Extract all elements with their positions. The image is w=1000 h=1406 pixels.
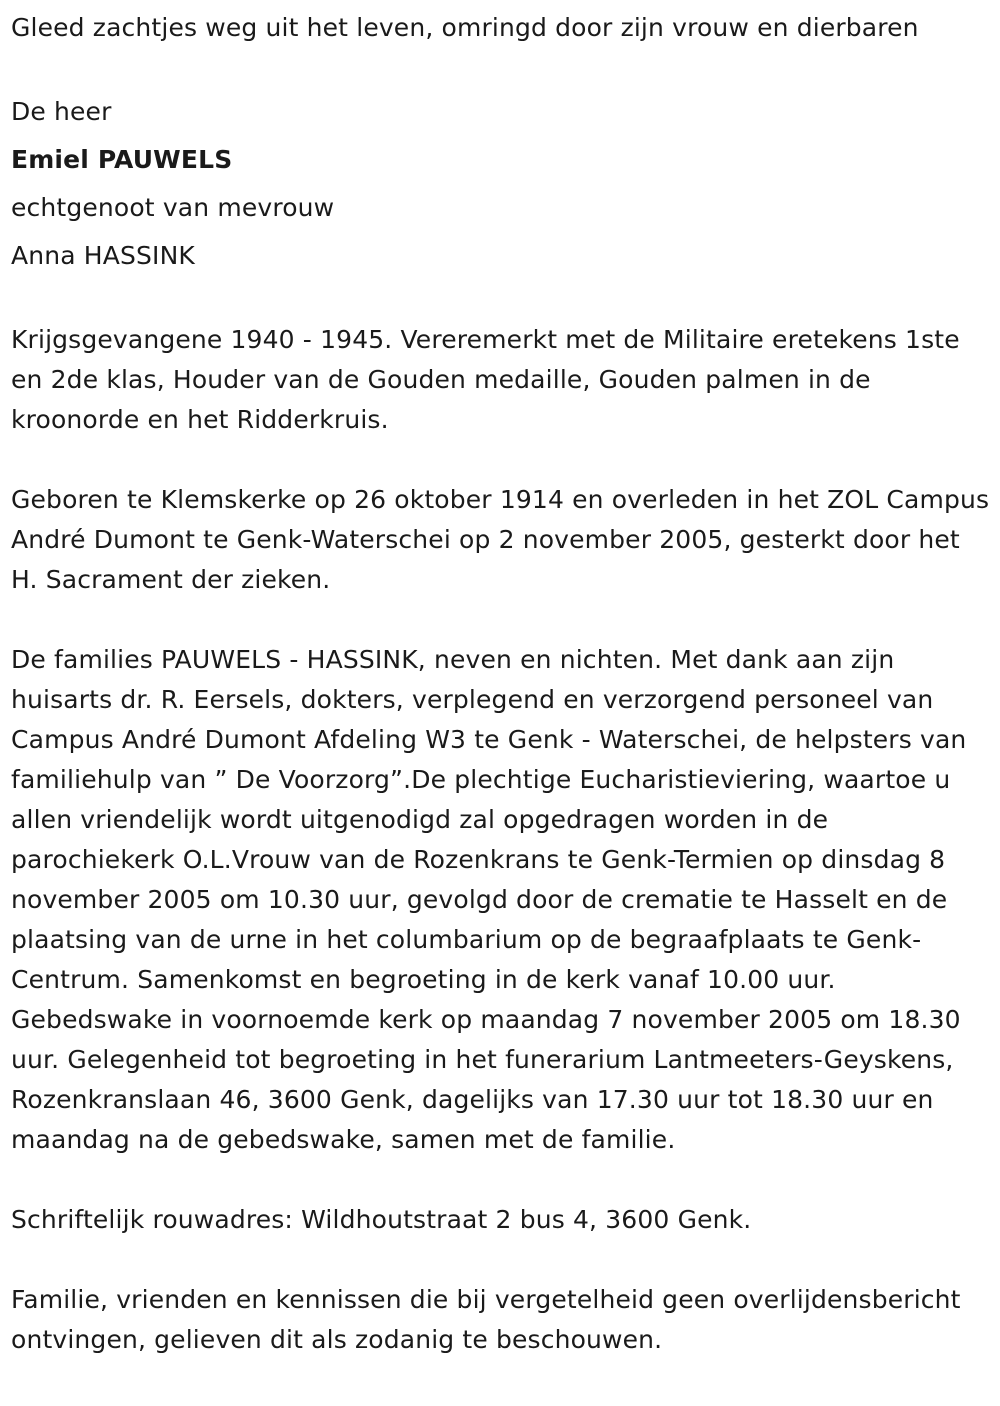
spouse-relation: echtgenoot van mevrouw bbox=[11, 193, 335, 222]
deceased-name: Emiel PAUWELS bbox=[11, 145, 233, 174]
distinctions-paragraph: Krijgsgevangene 1940 - 1945. Vereremerkt met de Militaire eretekens 1ste en 2de klas, Houder van de Gouden medaille, Gouden palmen in de kroonorde en het Ridderkruis. bbox=[11, 325, 960, 434]
birth-death-paragraph: Geboren te Klemskerke op 26 oktober 1914 en overleden in het ZOL Campus André Dumont te Genk-Waterschei op 2 november 2005, gesterkt door het H. Sacrament der zieken. bbox=[11, 485, 990, 594]
spouse-name: Anna HASSINK bbox=[11, 241, 195, 270]
salutation: De heer bbox=[11, 97, 112, 126]
intro-text: Gleed zachtjes weg uit het leven, omringd door zijn vrouw en dierbaren bbox=[11, 13, 919, 42]
family-ceremony-paragraph: De families PAUWELS - HASSINK, neven en nichten. Met dank aan zijn huisarts dr. R. Eersels, dokters, verplegend en verzorgend personeel van Campus André Dumont Afdeling W3 te Genk - Waterschei, de helpsters van familiehulp van ” De Voorzorg”.De plechtige Eucharistieviering, waartoe u allen vriendelijk wordt uitgenodigd zal opgedragen worden in de parochiekerk O.L.Vrouw van de Rozenkrans te Genk-Termien op dinsdag 8 november 2005 om 10.30 uur, gevolgd door de crematie te Hasselt en de plaatsing van de urne in het columbarium op de begraafplaats te Genk-Centrum. Samenkomst en begroeting in de kerk vanaf 10.00 uur. Gebedswake in voornoemde kerk op maandag 7 november 2005 om 18.30 uur. Gelegenheid tot begroeting in het funerarium Lantmeeters-Geyskens, Rozenkranslaan 46, 3600 Genk, dagelijks van 17.30 uur tot 18.30 uur en maandag na de gebedswake, samen met de familie. bbox=[11, 645, 967, 1154]
closing-paragraph: Familie, vrienden en kennissen die bij vergetelheid geen overlijdensbericht ontvingen, gelieven dit als zodanig te beschouwen. bbox=[11, 1285, 961, 1354]
mourning-address: Schriftelijk rouwadres: Wildhoutstraat 2 bus 4, 3600 Genk. bbox=[11, 1205, 752, 1234]
